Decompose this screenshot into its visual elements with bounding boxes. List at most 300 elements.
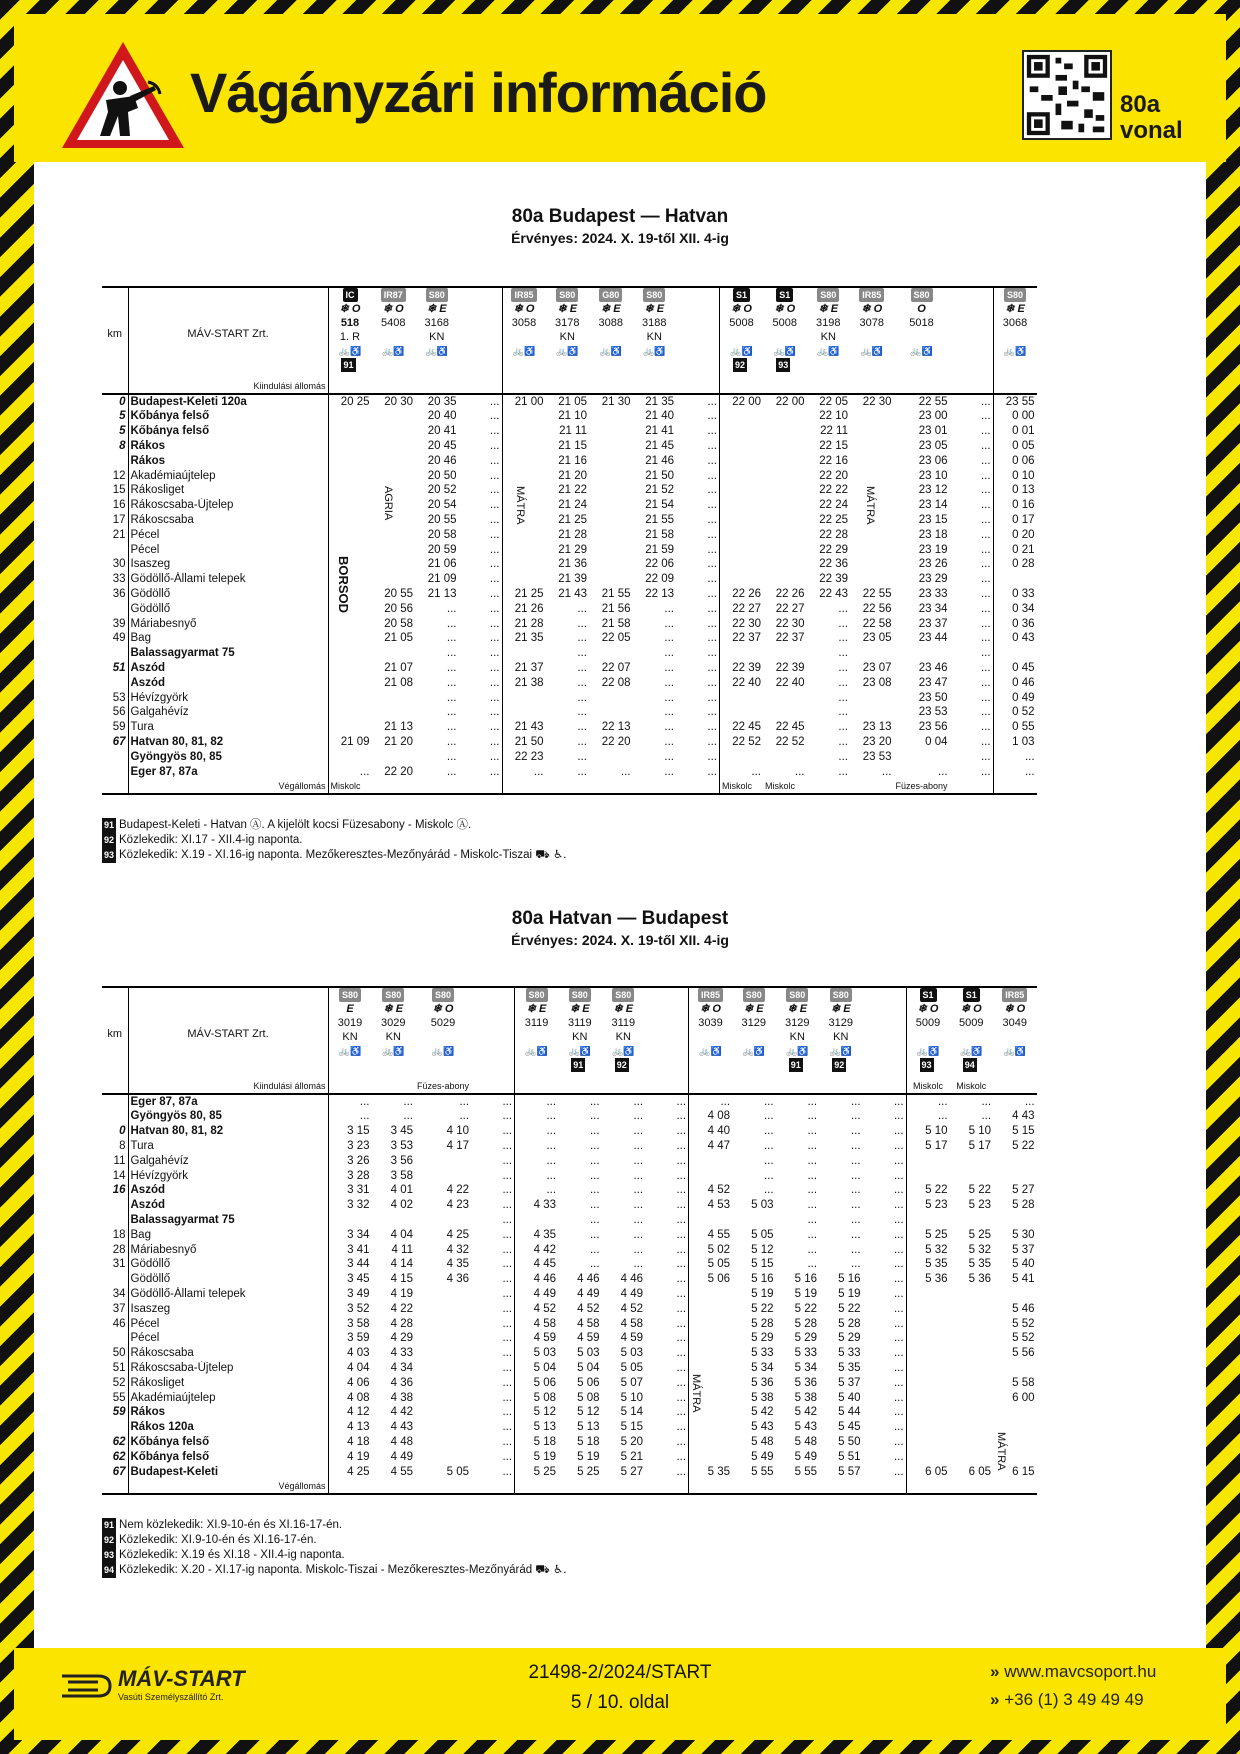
bicycle-icon: 🚲♿ <box>699 1046 722 1056</box>
time-cell: 22 16 <box>819 454 848 467</box>
time-cell: 3 34 <box>347 1228 370 1241</box>
time-cell: ... <box>633 1110 644 1123</box>
time-cell: 4 58 <box>620 1317 644 1330</box>
station-name: Gödöllő-Állami telepek <box>128 572 328 587</box>
time-cell: ... <box>471 1272 515 1287</box>
time-cell: 3 44 <box>347 1258 370 1271</box>
time-cell: ... <box>471 1287 515 1302</box>
time-cell: 23 55 <box>1005 396 1035 408</box>
train-category-badge: S1 <box>776 288 793 302</box>
time-cell: ... <box>446 721 457 734</box>
time-cell: 22 28 <box>819 528 848 541</box>
timetable-row <box>102 1331 1037 1346</box>
timetable-row <box>102 498 1037 513</box>
time-cell <box>415 1153 471 1168</box>
time-cell <box>763 572 807 587</box>
time-cell <box>850 468 894 483</box>
end-note <box>372 779 416 794</box>
train-number: 5009 <box>959 1017 984 1029</box>
time-cell <box>589 646 633 661</box>
time-cell: 5 05 <box>446 1465 470 1478</box>
time-cell: ... <box>807 1258 818 1271</box>
time-cell: ... <box>633 1096 644 1108</box>
time-cell: 5 30 <box>1012 1228 1035 1241</box>
time-cell: 20 30 <box>384 396 413 408</box>
time-cell: 5 05 <box>620 1361 644 1374</box>
time-cell: 5 08 <box>577 1391 600 1404</box>
return-footnotes <box>102 1518 566 1578</box>
time-cell <box>850 424 894 439</box>
timetable-row <box>102 631 1037 646</box>
end-note <box>502 779 546 794</box>
end-note: Miskolc <box>330 780 361 791</box>
time-cell <box>328 1213 372 1228</box>
time-cell: ... <box>577 691 587 704</box>
time-cell: ... <box>589 1110 600 1123</box>
time-cell: 22 09 <box>645 573 674 586</box>
time-cell: ... <box>645 1375 689 1390</box>
time-cell: ... <box>589 1169 600 1182</box>
time-cell: ... <box>471 1405 515 1420</box>
time-cell: ... <box>676 735 720 750</box>
station-name: Tura <box>128 720 328 735</box>
time-cell: 4 52 <box>533 1302 557 1315</box>
chevron-right-icon: » <box>990 1690 1005 1709</box>
time-cell <box>328 468 372 483</box>
time-cell: ... <box>577 602 587 615</box>
time-cell: 21 25 <box>514 587 544 600</box>
time-cell <box>720 749 764 764</box>
bicycle-icon: 🚲♿ <box>338 1046 362 1056</box>
footnote <box>102 1548 566 1563</box>
timetable-row <box>102 1272 1037 1287</box>
time-cell: 5 33 <box>794 1347 818 1360</box>
time-cell: 4 35 <box>533 1228 557 1241</box>
end-note <box>950 1479 994 1494</box>
timetable-row <box>102 1346 1037 1361</box>
website-link[interactable] <box>990 1662 1156 1682</box>
time-cell <box>689 1301 733 1316</box>
time-cell: 4 25 <box>347 1465 370 1478</box>
time-cell: ... <box>446 632 457 645</box>
km-value: 16 <box>112 499 126 512</box>
time-cell <box>763 453 807 468</box>
time-cell: 5 34 <box>794 1361 818 1374</box>
time-cell: ... <box>676 483 720 498</box>
train-header <box>993 987 1037 1079</box>
time-cell: 21 05 <box>558 396 587 408</box>
train-category-badge: IR85 <box>1002 988 1027 1002</box>
time-cell: 5 15 <box>620 1421 644 1434</box>
time-cell: 4 36 <box>390 1376 413 1389</box>
time-cell: 5 43 <box>751 1421 774 1434</box>
time-cell: ... <box>950 690 994 705</box>
train-service-symbols: ❄ E <box>600 303 621 315</box>
time-cell <box>763 527 807 542</box>
time-cell: ... <box>471 1257 515 1272</box>
time-cell: 22 06 <box>645 558 674 571</box>
station-name: Kőbánya felső <box>128 1435 328 1450</box>
timetable-row <box>102 735 1037 750</box>
time-cell <box>502 557 546 572</box>
chevron-right-icon: » <box>990 1662 1005 1681</box>
km-value <box>102 1331 128 1346</box>
train-header <box>993 287 1037 379</box>
km-value: 55 <box>112 1391 126 1404</box>
timetable-row <box>102 409 1037 424</box>
train-category-badge: S80 <box>643 288 665 302</box>
time-cell: ... <box>838 721 848 734</box>
time-cell: 20 59 <box>427 543 457 556</box>
time-cell: 6 00 <box>1012 1391 1035 1404</box>
time-cell: ... <box>676 557 720 572</box>
end-note <box>732 1479 776 1494</box>
time-cell: 5 19 <box>751 1287 774 1300</box>
time-cell: ... <box>459 616 503 631</box>
time-cell: ... <box>981 1110 992 1123</box>
time-cell: ... <box>763 1110 774 1123</box>
station-name: Gödöllő <box>128 1272 328 1287</box>
time-cell <box>328 616 372 631</box>
time-cell: ... <box>863 1316 907 1331</box>
start-note <box>689 1079 733 1094</box>
time-cell: ... <box>950 735 994 750</box>
time-cell: 22 22 <box>819 484 848 497</box>
footnote-text: Közlekedik: X.19 és XI.18 - XII.4-ig naponta. <box>119 1549 345 1561</box>
start-note <box>328 1079 372 1094</box>
time-cell: 5 51 <box>838 1450 861 1463</box>
train-number: 3119 <box>611 1017 636 1029</box>
time-cell <box>689 1449 733 1464</box>
time-cell: 22 26 <box>775 587 805 600</box>
time-cell: ... <box>459 749 503 764</box>
time-cell: 5 41 <box>1012 1273 1035 1286</box>
start-note <box>372 1079 416 1094</box>
bicycle-icon: 🚲♿ <box>860 346 883 356</box>
station-name: Hatvan 80, 81, 82 <box>128 735 328 750</box>
station-name: Aszód <box>128 1198 328 1213</box>
time-cell: 21 41 <box>645 425 674 438</box>
time-cell: 21 11 <box>559 425 587 438</box>
train-note: KN <box>385 1031 401 1043</box>
train-header <box>515 987 559 1079</box>
time-cell: 4 13 <box>347 1421 370 1434</box>
time-cell: ... <box>863 1420 907 1435</box>
time-cell: ... <box>645 1346 689 1361</box>
time-cell <box>993 646 1037 661</box>
train-service-symbols: ❄ E <box>426 303 447 315</box>
time-cell <box>950 1390 994 1405</box>
time-cell: 5 22 <box>925 1184 948 1197</box>
timetable-row <box>102 572 1037 587</box>
timetable-row <box>102 1124 1037 1139</box>
time-cell: 4 43 <box>390 1421 413 1434</box>
time-cell: ... <box>664 765 674 778</box>
train-service-symbols: ❄ O <box>960 1003 982 1015</box>
start-note <box>950 379 994 394</box>
time-cell: ... <box>589 1213 600 1226</box>
time-cell: 21 15 <box>558 439 587 452</box>
time-cell <box>720 646 764 661</box>
time-cell: 22 37 <box>775 632 805 645</box>
time-cell <box>993 1153 1037 1168</box>
bicycle-icon: 🚲♿ <box>916 1046 940 1056</box>
time-cell: 22 25 <box>819 513 848 526</box>
train-number: 3129 <box>785 1017 810 1029</box>
time-cell <box>328 542 372 557</box>
time-cell: ... <box>950 631 994 646</box>
time-cell: ... <box>645 1139 689 1154</box>
train-number: 3088 <box>598 317 623 329</box>
timetable-row <box>102 1301 1037 1316</box>
timetable-row <box>102 587 1037 602</box>
timetable-row <box>102 1287 1037 1302</box>
time-cell: ... <box>546 1110 557 1123</box>
train-header <box>807 287 851 379</box>
km-value: 5 <box>119 410 126 423</box>
footnote <box>102 1518 566 1533</box>
time-cell: 3 56 <box>390 1154 413 1167</box>
time-cell: ... <box>863 1124 907 1139</box>
time-cell: 0 00 <box>1012 410 1035 423</box>
time-cell: 4 23 <box>446 1199 470 1212</box>
time-cell: 4 12 <box>347 1406 370 1419</box>
station-name: Gödöllő <box>128 601 328 616</box>
time-cell: ... <box>446 750 457 763</box>
time-cell: 4 59 <box>577 1332 600 1345</box>
timetable-row <box>102 1198 1037 1213</box>
time-cell: ... <box>471 1198 515 1213</box>
time-cell: 5 10 <box>968 1125 992 1138</box>
km-cell <box>102 1079 128 1094</box>
time-cell: ... <box>546 1154 557 1167</box>
time-cell <box>720 513 764 528</box>
time-cell: ... <box>850 1110 861 1123</box>
train-header <box>502 287 546 379</box>
time-cell: ... <box>950 483 994 498</box>
time-cell <box>894 749 950 764</box>
km-value: 15 <box>112 484 126 497</box>
start-note <box>602 1079 646 1094</box>
time-cell: 4 59 <box>533 1332 557 1345</box>
start-note <box>763 379 807 394</box>
train-number: 3078 <box>859 317 884 329</box>
timetable-row <box>102 483 1037 498</box>
start-note <box>502 379 546 394</box>
footnote-ref: 93 <box>921 1060 932 1070</box>
time-cell: 5 28 <box>838 1317 861 1330</box>
time-cell: 0 17 <box>1012 513 1035 526</box>
departure-label: Kiindulási állomás <box>128 379 328 394</box>
time-cell: 21 10 <box>558 410 587 423</box>
train-note: KN <box>559 331 575 343</box>
time-cell: ... <box>950 572 994 587</box>
time-cell: 4 17 <box>446 1139 470 1152</box>
start-note <box>850 379 894 394</box>
start-note <box>863 1079 907 1094</box>
end-note <box>546 779 590 794</box>
time-cell: ... <box>807 1154 818 1167</box>
route-label-matra-3: MÁTRA <box>690 1374 702 1413</box>
time-cell: 3 28 <box>347 1169 370 1182</box>
footnote-text: Közlekedik: XI.17 - XII.4-ig naponta. <box>119 834 303 846</box>
time-cell: ... <box>676 572 720 587</box>
time-cell: ... <box>546 1125 557 1138</box>
time-cell <box>372 468 416 483</box>
time-cell: ... <box>850 1154 861 1167</box>
time-cell: ... <box>546 1169 557 1182</box>
time-cell: ... <box>863 1153 907 1168</box>
time-cell: ... <box>633 1228 644 1241</box>
time-cell <box>950 1405 994 1420</box>
time-cell <box>850 439 894 454</box>
time-cell <box>372 557 416 572</box>
time-cell: 23 08 <box>862 676 892 689</box>
km-value: 14 <box>112 1169 126 1182</box>
station-name: Rákos <box>128 453 328 468</box>
time-cell <box>689 1153 733 1168</box>
time-cell: 5 18 <box>533 1435 557 1448</box>
timetable-row <box>102 1405 1037 1420</box>
timetable-row <box>102 453 1037 468</box>
time-cell: 5 16 <box>794 1273 818 1286</box>
footnote <box>102 1563 566 1578</box>
time-cell: 5 58 <box>1012 1376 1035 1389</box>
time-cell: 3 31 <box>347 1184 370 1197</box>
time-cell: 4 36 <box>446 1273 470 1286</box>
station-name: Kőbánya felső <box>128 1449 328 1464</box>
time-cell: ... <box>577 735 587 748</box>
bicycle-icon: 🚲♿ <box>773 346 796 356</box>
time-cell: ... <box>446 706 457 719</box>
footnote-badge: 91 <box>102 1518 116 1533</box>
time-cell: ... <box>863 1227 907 1242</box>
time-cell <box>502 646 546 661</box>
time-cell: 21 26 <box>514 602 544 615</box>
time-cell: ... <box>589 1184 600 1197</box>
time-cell: ... <box>751 765 761 778</box>
time-cell: 23 18 <box>918 528 948 541</box>
time-cell: ... <box>446 617 457 630</box>
start-note <box>732 1079 776 1094</box>
time-cell: 0 46 <box>1012 676 1035 689</box>
time-cell <box>950 1301 994 1316</box>
time-cell: ... <box>950 601 994 616</box>
timetable-row <box>102 513 1037 528</box>
time-cell: ... <box>471 1139 515 1154</box>
time-cell: ... <box>763 1184 774 1197</box>
time-cell <box>689 1213 733 1228</box>
time-cell: 0 55 <box>1012 721 1035 734</box>
time-cell <box>589 483 633 498</box>
train-header <box>633 287 677 379</box>
time-cell: 5 45 <box>838 1421 861 1434</box>
time-cell <box>372 572 416 587</box>
station-name: Rákosliget <box>128 483 328 498</box>
time-cell: ... <box>459 601 503 616</box>
end-note <box>863 1479 907 1494</box>
time-cell: 22 45 <box>775 721 805 734</box>
time-cell: ... <box>471 1124 515 1139</box>
train-service-symbols: ❄ O <box>731 303 752 315</box>
time-cell: ... <box>471 1168 515 1183</box>
time-cell: 5 37 <box>1012 1243 1035 1256</box>
time-cell: 0 52 <box>1012 706 1035 719</box>
station-name: Pécel <box>128 1316 328 1331</box>
timetable-row <box>102 1139 1037 1154</box>
end-note <box>459 779 503 794</box>
train-category-badge: S80 <box>1004 288 1026 302</box>
time-cell: ... <box>633 1154 644 1167</box>
start-note <box>819 1079 863 1094</box>
start-note <box>993 379 1037 394</box>
time-cell: ... <box>950 587 994 602</box>
time-cell: ... <box>676 631 720 646</box>
timetable-row <box>102 720 1037 735</box>
footnote-ref: 91 <box>573 1060 584 1070</box>
time-cell: ... <box>645 1124 689 1139</box>
station-name: Gödöllő <box>128 587 328 602</box>
time-cell: ... <box>359 1096 370 1108</box>
time-cell: ... <box>950 749 994 764</box>
time-cell: 21 37 <box>514 661 544 674</box>
time-cell: 20 35 <box>427 396 457 408</box>
time-cell <box>906 1435 950 1450</box>
km-value: 56 <box>112 706 126 719</box>
time-cell: ... <box>645 1464 689 1479</box>
km-value: 8 <box>119 439 126 452</box>
train-service-symbols: ❄ E <box>1005 303 1025 315</box>
phone-link[interactable] <box>990 1690 1144 1710</box>
time-cell: ... <box>471 1153 515 1168</box>
station-name: Hévízgyörk <box>128 1168 328 1183</box>
start-note <box>415 379 459 394</box>
time-cell: 5 18 <box>577 1435 600 1448</box>
train-service-symbols: ❄ O <box>432 1003 454 1015</box>
time-cell <box>906 1375 950 1390</box>
end-note <box>689 1479 733 1494</box>
time-cell: 5 21 <box>620 1450 644 1463</box>
km-value: 51 <box>112 661 126 674</box>
outbound-title: 80a Budapest — Hatvan <box>511 206 729 227</box>
time-cell: ... <box>577 632 587 645</box>
time-cell <box>763 749 807 764</box>
time-cell <box>850 572 894 587</box>
time-cell: 5 55 <box>794 1465 818 1478</box>
time-cell: 21 55 <box>601 587 631 600</box>
time-cell <box>950 1331 994 1346</box>
time-cell: ... <box>645 1213 689 1228</box>
time-cell: ... <box>807 1213 818 1226</box>
footnote-text: Közlekedik: X.20 - XI.17-ig naponta. Miskolc-Tiszai - Mezőkeresztes-Mezőnyárád ⛟ ♿. <box>119 1564 567 1576</box>
time-cell: 22 39 <box>775 661 805 674</box>
end-note: Füzes-abony <box>895 780 948 791</box>
time-cell: ... <box>645 1390 689 1405</box>
station-name: Gödöllő <box>128 1257 328 1272</box>
time-cell <box>950 1346 994 1361</box>
station-name: Eger 87, 87a <box>128 1094 328 1109</box>
time-cell: ... <box>720 1096 731 1108</box>
footnote <box>102 818 566 833</box>
train-number: 3058 <box>511 317 537 329</box>
time-cell: ... <box>459 587 503 602</box>
time-cell: ... <box>838 706 848 719</box>
time-cell: ... <box>459 764 503 779</box>
time-cell: ... <box>359 1110 370 1123</box>
line-id: 80a <box>1120 91 1161 118</box>
km-value: 59 <box>112 721 126 734</box>
time-cell: ... <box>664 661 674 674</box>
